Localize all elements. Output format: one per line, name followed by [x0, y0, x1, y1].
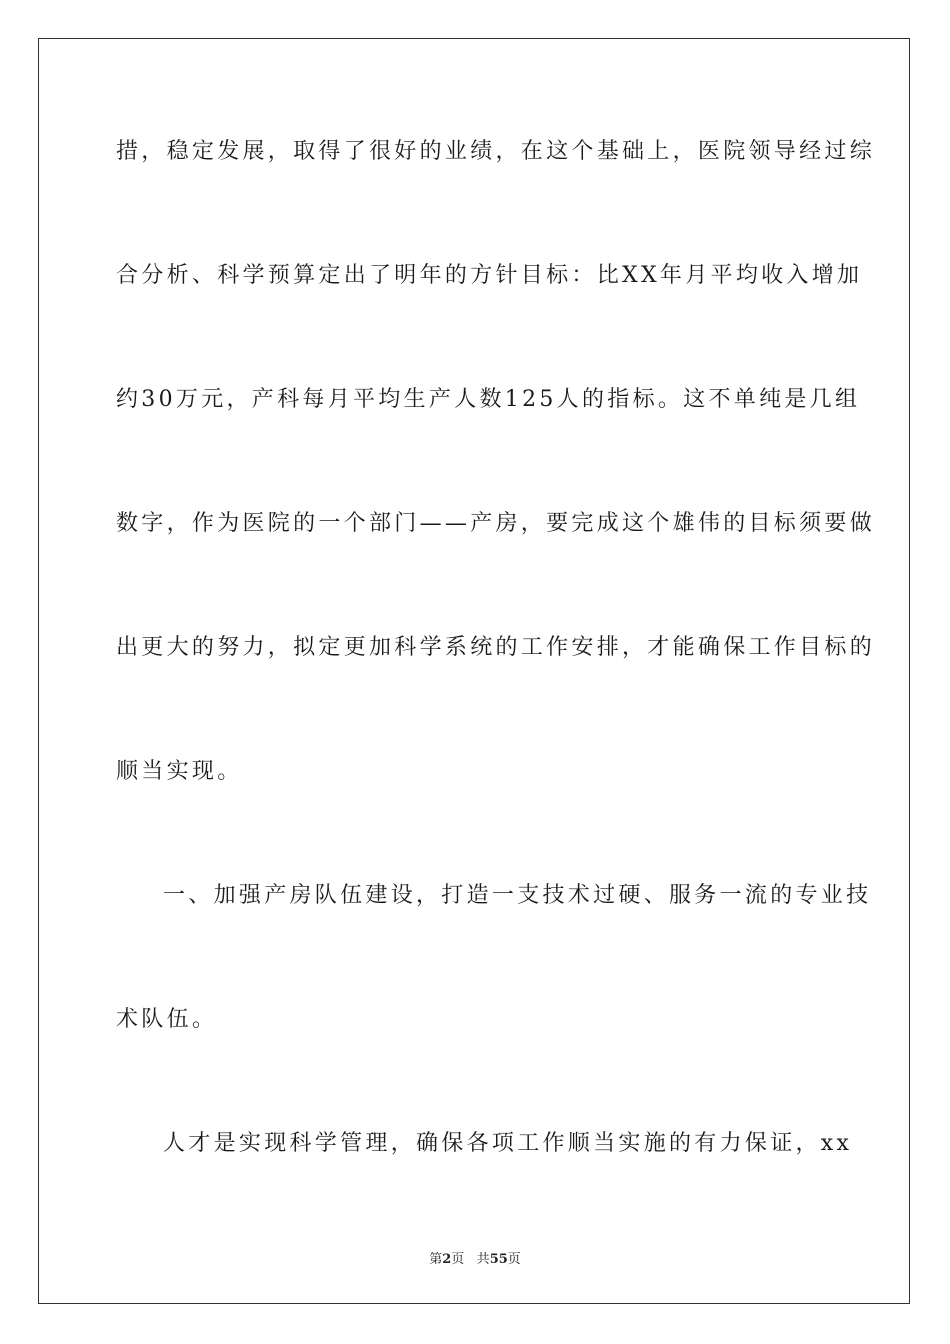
- text-line-2: 合分析、科学预算定出了明年的方针目标：比XX年月平均收入增加: [116, 263, 863, 288]
- text-line-5: 出更大的努力，拟定更加科学系统的工作安排，才能确保工作目标的: [116, 635, 876, 660]
- text-line-6: 顺当实现。: [116, 759, 243, 784]
- page-prefix: 第: [429, 1252, 443, 1267]
- page-number: 2: [442, 1252, 452, 1267]
- text-line-3: 约30万元，产科每月平均生产人数125人的指标。这不单纯是几组: [116, 387, 861, 412]
- text-line-4: 数字，作为医院的一个部门——产房，要完成这个雄伟的目标须要做: [116, 511, 876, 536]
- page-footer: [0, 1248, 950, 1267]
- total-prefix: 共: [476, 1252, 490, 1267]
- page-suffix: 页: [451, 1252, 465, 1267]
- paragraph-line-1: 人才是实现科学管理，确保各项工作顺当实施的有力保证，xx: [163, 1131, 853, 1156]
- section-heading-line-1: 一、加强产房队伍建设，打造一支技术过硬、服务一流的专业技: [163, 883, 872, 908]
- total-pages: 55: [489, 1252, 508, 1267]
- text-line-1: 措，稳定发展，取得了很好的业绩，在这个基础上，医院领导经过综: [116, 139, 876, 164]
- page-border: [38, 38, 910, 1304]
- total-suffix: 页: [507, 1252, 521, 1267]
- section-heading-line-2: 术队伍。: [116, 1007, 218, 1032]
